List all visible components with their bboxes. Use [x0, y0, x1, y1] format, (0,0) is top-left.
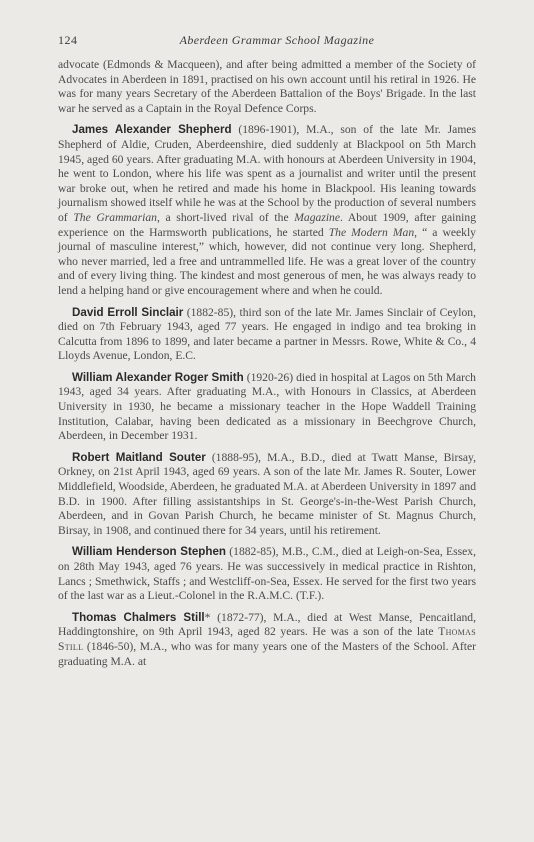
- obituary-entry: [58, 371, 476, 444]
- obituary-entry: [58, 611, 476, 669]
- person-name: Thomas Chalmers Still: [72, 610, 205, 624]
- obituary-text: [58, 58, 476, 676]
- running-title: Aberdeen Grammar School Magazine: [179, 33, 375, 47]
- entry-dates: (1920-26): [243, 370, 297, 384]
- entry-text: M.A., son of the late Mr. James Shepherd of Aldie, Cruden, Aberdeenshire, died suddenly at Blackpool on 5th March 1945, aged 60 years. After graduating M.A. with honours at Aberdeen University in 1904, he went to London, where his life was spent as a journalist and writer until the present war broke out, when he retired and made his home in Blackpool. His leaning towards journalism showed itself while he was at the School by the production of several numbers of: [58, 123, 476, 224]
- person-name: William Alexander Roger Smith: [72, 370, 244, 384]
- person-name: David Erroll Sinclair: [72, 305, 184, 319]
- publication-title: The Grammarian: [73, 210, 157, 224]
- footnote-mark: *: [204, 610, 211, 624]
- entry-dates: (1882-85),: [183, 305, 240, 319]
- entry-dates: (1896-1901),: [231, 123, 307, 137]
- obituary-entry: [58, 545, 476, 603]
- entry-text: , “ a weekly journal of masculine interest,” which, however, did not continue very long. Shepherd, who never married, led a free and untrammelled life. He was a great lover of the country and of every living thing. The kindest and most generous of men, he was always ready to lend a helping hand or give encouragement where and when he could.: [58, 225, 476, 297]
- page-header: [58, 33, 476, 51]
- entry-text: (1846-50), M.A., who was for many years one of the Masters of the School. After graduating M.A. at: [58, 639, 476, 668]
- obituary-entry: [58, 123, 476, 298]
- publication-title: The Modern Man: [328, 225, 415, 239]
- entry-dates: (1872-77),: [210, 610, 274, 624]
- entry-text: , a short-lived rival of the: [156, 210, 295, 224]
- entry-text: M.B., C.M., died at Leigh-on-Sea, Essex, on 28th May 1943, aged 76 years. He was successively in medical practice in Rishton, Lancs ; Smethwick, Staffs ; and Westcliff-on-Sea, Essex. He served for the first two years of the last war as a Lieut.-Colonel in the R.A.M.C. (T.F.).: [58, 545, 477, 603]
- entry-dates: (1888-95),: [205, 450, 268, 464]
- entry-text: M.A., died at West Manse, Pencaitland, Haddingtonshire, on 9th April 1943, aged 82 years. He was a son of the late: [58, 610, 476, 639]
- publication-title: Magazine: [294, 210, 340, 224]
- entry-text: third son of the late Mr. James Sinclair of Ceylon, died on 7th February 1943, aged 77 years. He engaged in indigo and tea broking in Calcutta from 1896 to 1899, and later became a partner in Messrs. Rowe, White & Co., 4 Lloyds Avenue, London, E.C.: [58, 305, 477, 363]
- entry-text: . About 1909, after gaining experience on the Harmsworth publications, he started: [58, 210, 476, 239]
- obituary-entry: [58, 306, 476, 364]
- person-name: James Alexander Shepherd: [72, 123, 232, 137]
- person-name: William Henderson Stephen: [72, 545, 226, 559]
- continued-paragraph: advocate (Edmonds & Macqueen), and after being admitted a member of the Society of Advocates in Aberdeen in 1891, practised on his own account until his retiral in 1926. He was for many years Secretary of the Aberdeen Battalion of the Boys' Brigade. In the last war he served as a Captain in the Royal Defence Corps.: [58, 58, 476, 115]
- obituary-entry: [58, 451, 476, 539]
- entry-dates: (1882-85),: [226, 545, 282, 559]
- entry-text: M.A., B.D., died at Twatt Manse, Birsay, Orkney, on 21st April 1943, aged 69 years. A son of the late Mr. James R. Souter, Lower Middlefield, Woodside, Aberdeen, he graduated M.A. at Aberdeen University in 1897 and B.D. in 1900. After filling assistantships in St. George's-in-the-West Parish Church, Aberdeen, and in Govan Parish Church, he became minister of St. Magnus Church, Birsay, in 1908, and continued there for 34 years, until his retirement.: [58, 450, 476, 537]
- entry-text: died in hospital at Lagos on 5th March 1943, aged 34 years. After graduating M.A., with Honours in Classics, at Aberdeen University in 1930, he became a missionary teacher in the Hope Waddell Training Institution, Calabar, having been dedicated as a missionary in Beechgrove Church, Aberdeen, in December 1931.: [58, 370, 476, 443]
- person-name-smallcaps: Thomas Still: [58, 625, 476, 653]
- page-number: 124: [58, 33, 78, 47]
- person-name: Robert Maitland Souter: [72, 450, 206, 464]
